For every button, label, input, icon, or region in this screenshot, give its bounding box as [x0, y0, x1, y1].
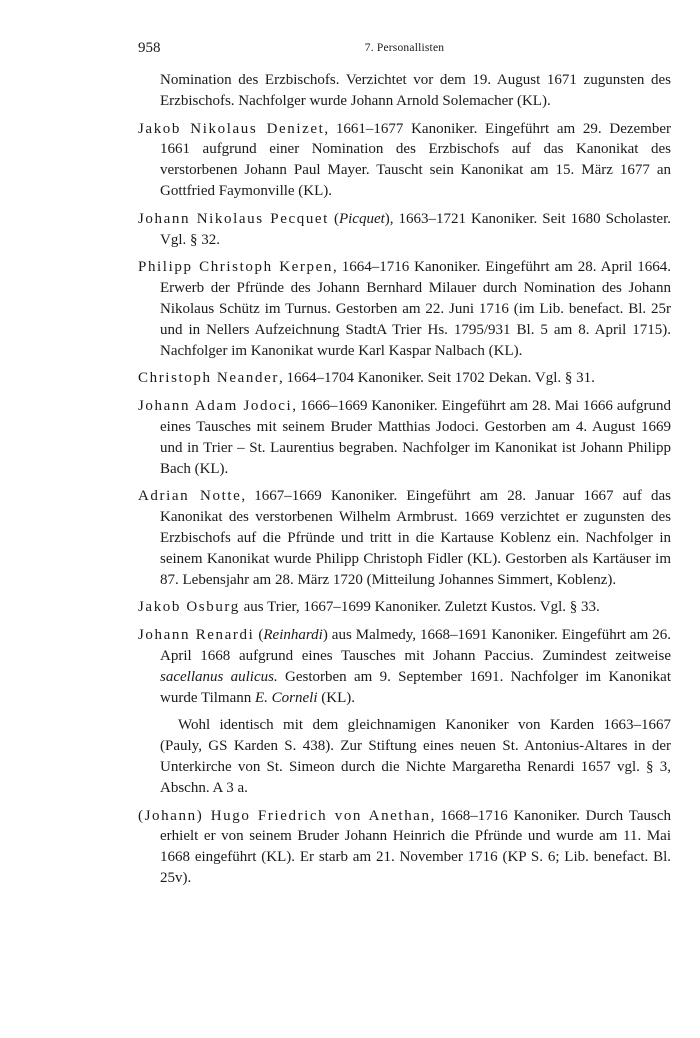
entry-text: ( — [254, 627, 264, 644]
entry-text: , 1664–1704 Kanoniker. Seit 1702 Dekan. Vgl. § 31. — [278, 370, 595, 387]
entry-note — [138, 715, 671, 798]
entry-text: ( — [328, 210, 339, 227]
person-name: Johann Adam Jodoci — [138, 398, 293, 415]
entry-text: , 1667–1669 Kanoniker. Eingeführt am 28. Januar 1667 auf das Kanonikat des verstorbenen Wilhelm Armbrust. 1669 verzichtet er zugunsten des Erzbischofs auf die Pfründe und tritt in die Kartause Koblenz ein. Nachfolger in seinem Kanonikat wurde Philipp Christoph Fidler (KL). Gestorben als Kartäuser im 87. Lebensjahr am 28. März 1720 (Mitteilung Johannes Simmert, Koblenz). — [160, 488, 671, 588]
document-body — [138, 70, 671, 896]
entry-text: ), 1663–1721 Kanoniker. Seit 1680 Scholaster. Vgl. § 32. — [160, 210, 671, 248]
entry-text: ) aus Malmedy, 1668–1691 Kanoniker. Eingeführt am 26. April 1668 aufgrund eines Tausches mit Johann Paccius. Zumindest zeitweise — [160, 627, 671, 664]
person-name: Jakob Nikolaus Denizet — [138, 120, 325, 137]
entry-text: aus Trier, 1667–1699 Kanoniker. Zuletzt Kustos. Vgl. § 33. — [239, 599, 600, 616]
italic-text: sacellanus aulicus. — [160, 668, 278, 685]
person-name: (Johann) Hugo Friedrich von Anethan — [138, 807, 431, 824]
person-name: Philipp Christoph Kerpen — [138, 259, 333, 276]
person-name: Johann Renardi — [138, 627, 255, 644]
person-name: Johann Nikolaus Pecquet — [138, 210, 329, 227]
person-name: Christoph Neander — [138, 370, 279, 387]
italic-text: Reinhardi — [263, 627, 323, 644]
entry-text: , 1661–1677 Kanoniker. Eingeführt am 29. Dezember 1661 aufgrund einer Nomination des Erzbischofs auf das Kanonikat des verstorbenen Johann Paul Mayer. Tauscht sein Kanonikat am 15. März 1677 an Gottfried Faymonville (KL). — [160, 120, 671, 199]
person-entry — [138, 806, 671, 889]
person-name: Jakob Osburg — [138, 599, 240, 616]
entry-text: , 1666–1669 Kanoniker. Eingeführt am 28. Mai 1666 aufgrund eines Tausches mit seinem Bruder Matthias Jodoci. Gestorben am 4. August 1669 und in Trier – St. Laurentius begraben. Nachfolger im Kanonikat ist Johann Philipp Bach (KL). — [160, 398, 671, 477]
running-title: 7. Personallisten — [364, 42, 445, 54]
entry-text: , 1664–1716 Kanoniker. Eingeführt am 28. April 1664. Erwerb der Pfründe des Johann Bernhard Milauer durch Nomination des Johann Nikolaus Schütz im Turnus. Gestorben am 22. Juni 1716 (im Lib. benefact. Bl. 25r und in Nellers Aufzeichnung StadtA Trier Hs. 1795/931 Bl. 5 am 8. April 1715). Nachfolger im Kanonikat wurde Karl Kaspar Nalbach (KL). — [160, 259, 671, 359]
entry-text: Nomination des Erzbischofs. Verzichtet vor dem 19. August 1671 zugunsten des Erzbischofs. Nachfolger wurde Johann Arnold Solemacher (KL). — [160, 72, 671, 109]
person-entry — [138, 119, 671, 202]
person-name: Adrian Notte — [138, 488, 242, 505]
person-entry — [138, 209, 671, 251]
italic-text: Picquet — [338, 210, 385, 227]
person-entry — [138, 625, 671, 708]
person-entry — [138, 396, 671, 479]
person-entry — [138, 257, 671, 361]
person-entry — [138, 368, 671, 389]
person-entry — [138, 597, 671, 618]
person-entry — [138, 486, 671, 590]
page-number: 958 — [138, 40, 161, 56]
italic-text: E. Corneli — [255, 689, 318, 706]
entry-text: Wohl identisch mit dem gleichnamigen Kanoniker von Karden 1663–1667 (Pauly, GS Karden S. 438). Zur Stiftung eines neuen St. Antonius-Altares in der Unterkirche von St. Simeon durch die Nichte Margaretha Renardi 1657 vgl. § 3, Abschn. A 3 a. — [160, 717, 671, 796]
entry-continuation — [138, 70, 671, 112]
entry-text: Gestorben am 9. September 1691. Nachfolger im Kanonikat wurde Tilmann — [160, 668, 672, 706]
entry-text: (KL). — [317, 689, 356, 706]
entry-text: , 1668–1716 Kanoniker. Durch Tausch erhielt er von seinem Bruder Johann Heinrich die Pfründe und wurde am 11. Mai 1668 eingeführt (KL). Er starb am 21. November 1716 (KP S. 6; Lib. benefact. Bl. 25v). — [160, 807, 671, 886]
page-header — [138, 40, 671, 60]
